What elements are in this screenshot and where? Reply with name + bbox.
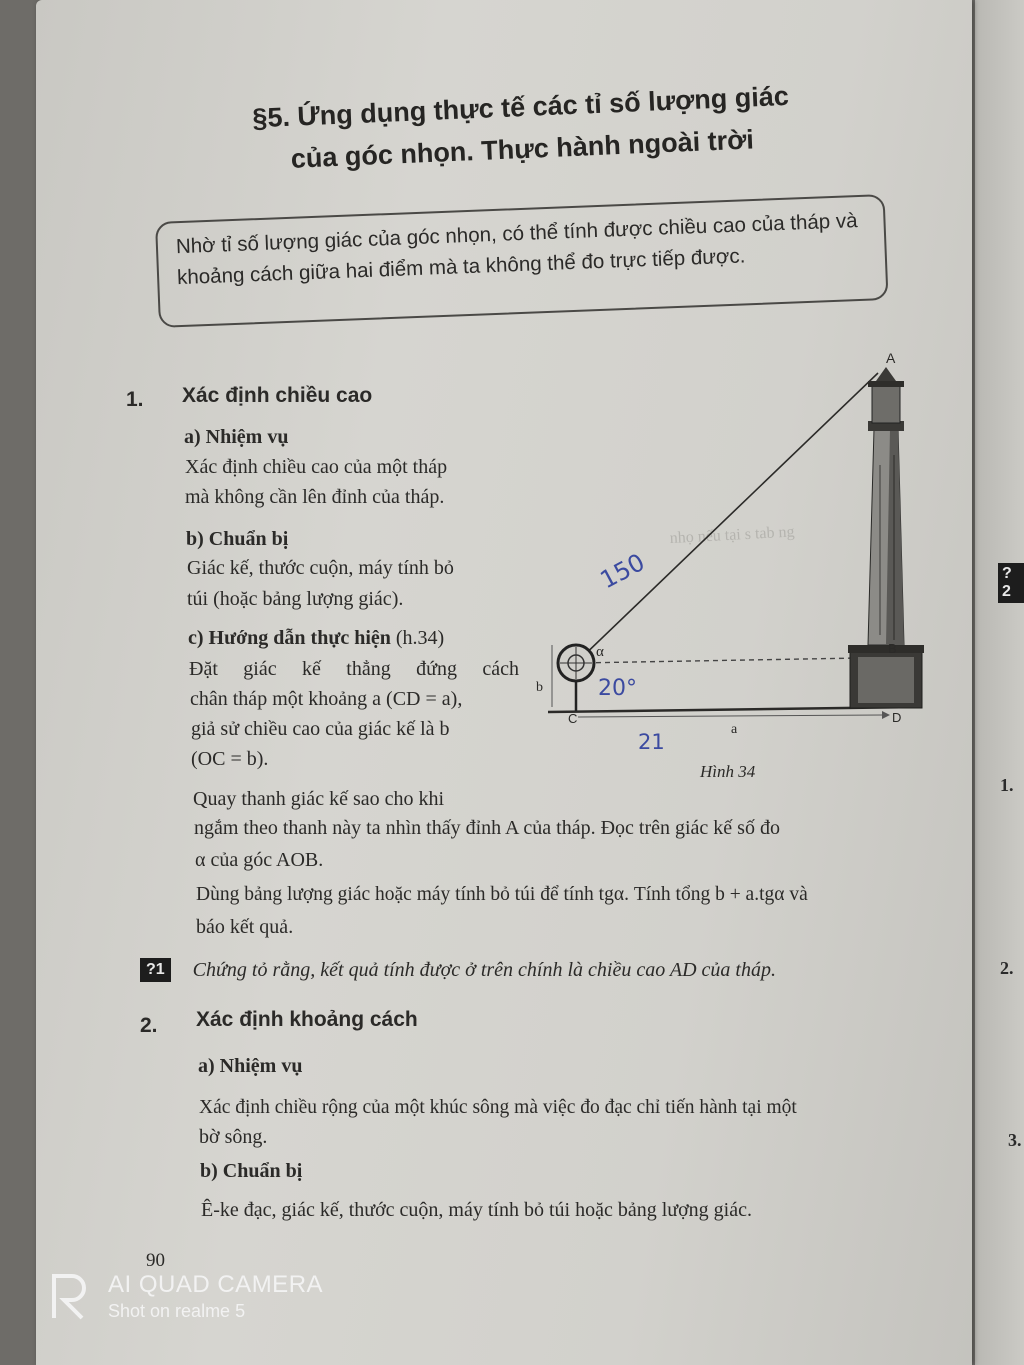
part1-c-title: c) Hướng dẫn thực hiện <box>188 627 391 649</box>
part1-b-title: b) Chuẩn bị <box>186 528 289 550</box>
part1-c-ref: (h.34) <box>395 627 445 649</box>
question-text: Chứng tỏ rằng, kết quả tính được ở trên chính là chiều cao AD của tháp. <box>192 958 776 981</box>
part2-b-title: b) Chuẩn bị <box>200 1160 303 1182</box>
sight-line <box>576 373 878 663</box>
camera-logo-icon <box>50 1270 90 1320</box>
part1-c-line5: Quay thanh giác kế sao cho khi <box>193 788 445 810</box>
part1-heading: Xác định chiều cao <box>182 384 373 407</box>
part1-c-line7: α của góc AOB. <box>195 849 324 871</box>
part1-c-line3: giả sử chiều cao của giác kế là b <box>191 718 450 740</box>
label-alpha: α <box>596 644 604 660</box>
svg-text:nhọ nếu tại s tab ng: nhọ nếu tại s tab ng <box>669 523 795 547</box>
part1-c-line9: báo kết quả. <box>196 916 294 938</box>
label-D: D <box>892 710 902 725</box>
part1-number: 1. <box>126 388 144 411</box>
next-page-mark-q2: ?2 <box>998 563 1024 603</box>
handwritten-20deg: 20° <box>598 676 637 701</box>
next-page-mark-3: 3. <box>1008 1130 1022 1150</box>
part2-a-line2: bờ sông. <box>199 1126 268 1148</box>
part1-a-line2: mà không cần lên đỉnh của tháp. <box>185 486 445 508</box>
section-title-line2: của góc nhọn. Thực hành ngoài trời <box>290 124 755 174</box>
part1-b-line2: túi (hoặc bảng lượng giác). <box>187 588 404 610</box>
intro-box: Nhờ tỉ số lượng giác của góc nhọn, có thể tính được chiều cao của tháp và khoảng cách giữa hai điểm mà ta không thể đo trực tiếp được. <box>155 194 889 328</box>
part1-c-line4: (OC = b). <box>191 748 269 770</box>
question-badge: ?1 <box>140 958 171 982</box>
part2-b-line1: Ê-ke đạc, giác kế, thước cuộn, máy tính bỏ túi hoặc bảng lượng giác. <box>201 1199 752 1221</box>
label-C: C <box>568 711 578 726</box>
ob-dashed <box>578 658 860 663</box>
label-A: A <box>886 350 896 366</box>
part1-a-title: a) Nhiệm vụ <box>184 426 289 448</box>
handwritten-21: 21 <box>638 730 665 754</box>
handwritten-150: 150 <box>595 548 650 595</box>
part2-a-line1: Xác định chiều rộng của một khúc sông mà việc đo đạc chỉ tiến hành tại một <box>199 1097 797 1118</box>
part1-c-line1: Đặt giác kế thẳng đứng cách <box>189 658 519 680</box>
part2-heading: Xác định khoảng cách <box>196 1008 418 1031</box>
watermark-line2: Shot on realme 5 <box>108 1301 246 1321</box>
figure-caption: Hình 34 <box>700 762 756 781</box>
question-1 <box>140 958 776 982</box>
part1-c-title-row <box>188 627 444 650</box>
next-page-mark-1: 1. <box>1000 775 1014 795</box>
tower <box>848 367 924 708</box>
label-B: B <box>888 641 897 656</box>
cd-arrowhead <box>882 711 890 719</box>
label-a: a <box>731 722 738 737</box>
part1-c-line2: chân tháp một khoảng a (CD = a), <box>190 688 463 710</box>
page-number: 90 <box>146 1250 165 1271</box>
part1-c-line6: ngắm theo thanh này ta nhìn thấy đỉnh A của tháp. Đọc trên giác kế số đo <box>194 817 780 839</box>
part1-b-line1: Giác kế, thước cuộn, máy tính bỏ <box>187 557 454 579</box>
watermark-line1: AI QUAD CAMERA <box>108 1271 324 1298</box>
part2-number: 2. <box>140 1014 158 1037</box>
part1-a-line1: Xác định chiều cao của một tháp <box>185 456 448 478</box>
figure-34 <box>530 345 940 785</box>
next-page-mark-2: 2. <box>1000 958 1014 978</box>
label-b: b <box>536 680 543 695</box>
part2-a-title: a) Nhiệm vụ <box>198 1055 303 1077</box>
part1-c-line8: Dùng bảng lượng giác hoặc máy tính bỏ túi để tính tgα. Tính tổng b + a.tgα và <box>196 884 808 905</box>
section-title-line1: §5. Ứng dụng thực tế các tỉ số lượng giác <box>251 80 790 134</box>
next-page-edge <box>975 0 1024 1365</box>
cd-arrow <box>578 715 882 717</box>
